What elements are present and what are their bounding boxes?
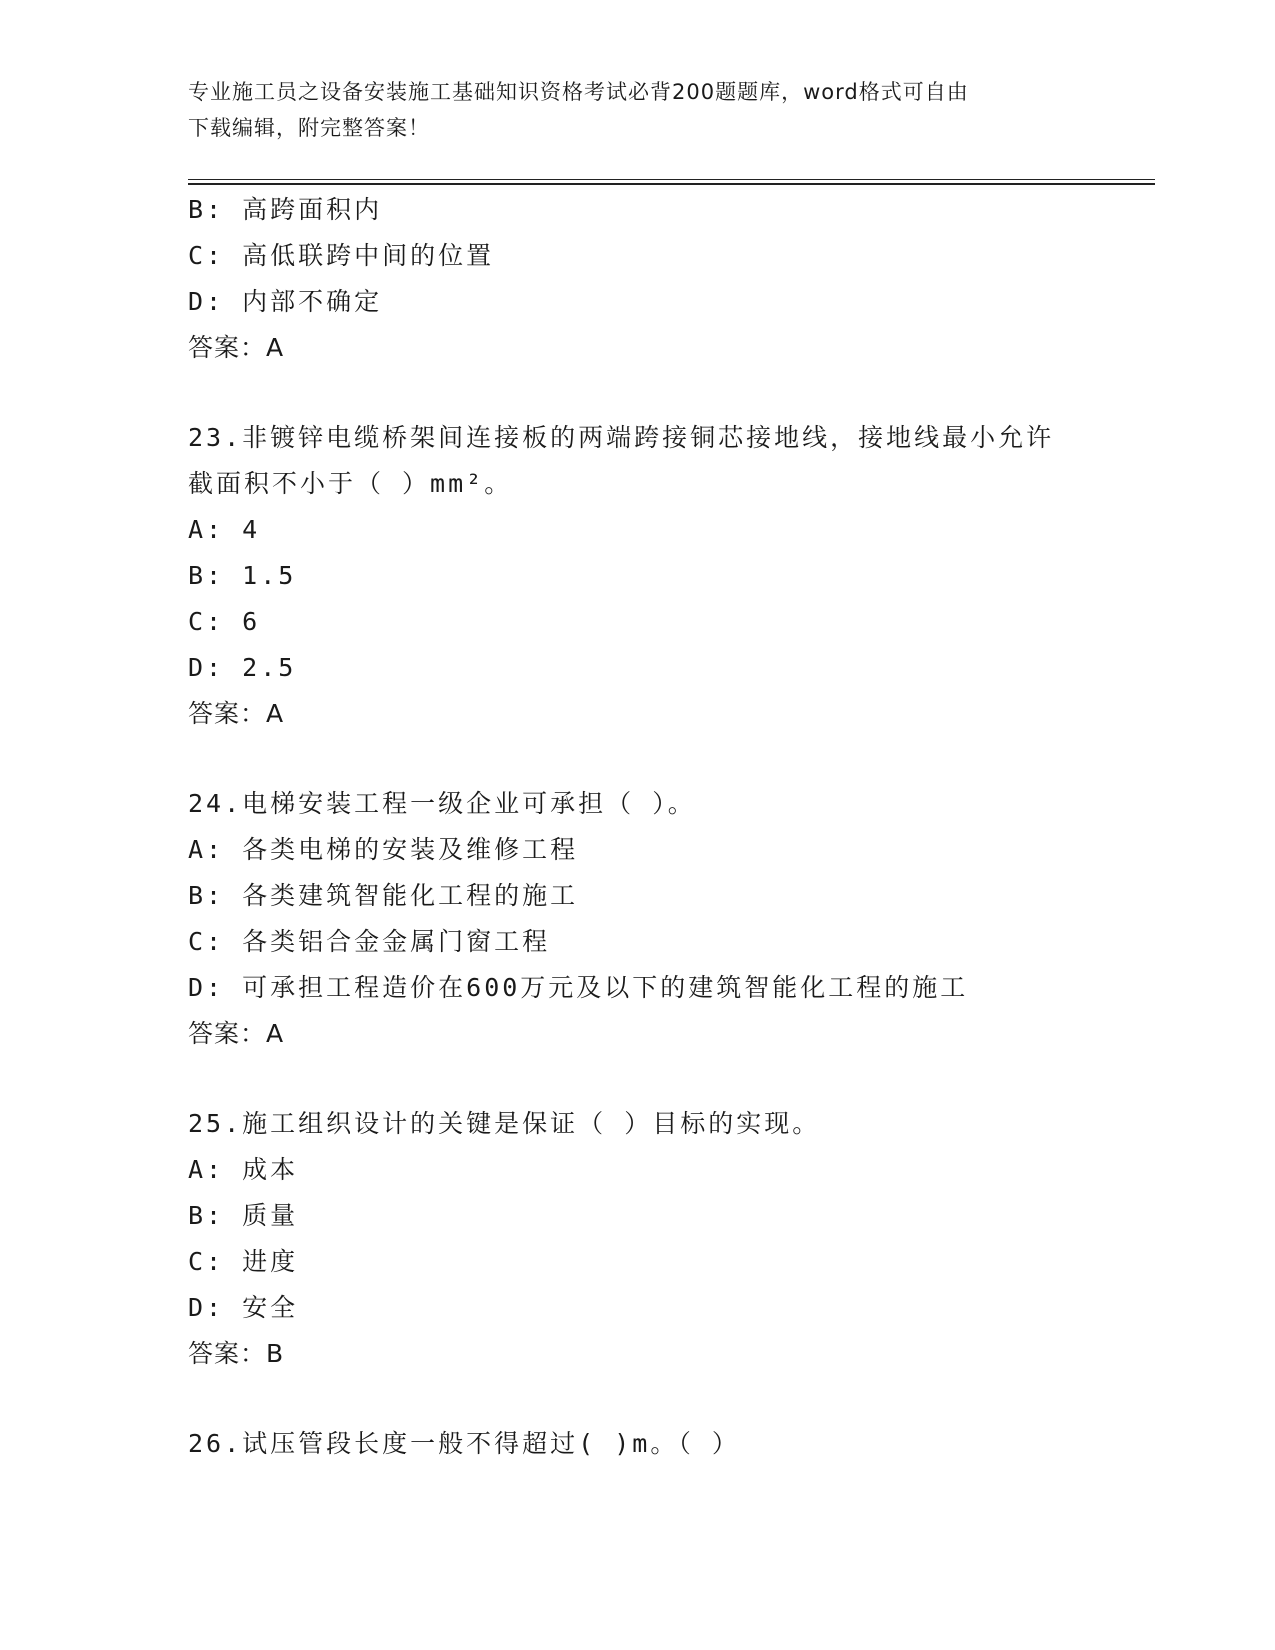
option-c: C: 进度 <box>188 1247 299 1276</box>
option-c: C: 高低联跨中间的位置 <box>188 241 495 270</box>
option-d: D: 可承担工程造价在600万元及以下的建筑智能化工程的施工 <box>188 973 969 1002</box>
question-stem-line: 26.试压管段长度一般不得超过( )m。（ ） <box>188 1429 740 1458</box>
question-stem-line: 25.施工组织设计的关键是保证（ ）目标的实现。 <box>188 1109 821 1138</box>
spacer <box>188 1377 1088 1421</box>
option-d: D: 2.5 <box>188 653 297 682</box>
header-line-1: 专业施工员之设备安装施工基础知识资格考试必背200题题库，word格式可自由 <box>188 80 969 104</box>
question-stem-line: 23.非镀锌电缆桥架间连接板的两端跨接铜芯接地线，接地线最小允许 <box>188 423 1055 452</box>
question-23 <box>188 415 1088 737</box>
spacer <box>188 1057 1088 1101</box>
spacer <box>188 737 1088 781</box>
option-b: B: 高跨面积内 <box>188 195 383 224</box>
question-25 <box>188 1101 1088 1377</box>
answer-line: 答案：A <box>188 333 285 362</box>
option-b: B: 质量 <box>188 1201 299 1230</box>
option-c: C: 各类铝合金金属门窗工程 <box>188 927 551 956</box>
header-divider-thin <box>188 179 1155 180</box>
answer-line: 答案：A <box>188 1019 285 1048</box>
option-b: B: 1.5 <box>188 561 297 590</box>
header-line-2: 下载编辑，附完整答案！ <box>188 116 430 140</box>
question-list <box>188 187 1088 1467</box>
answer-line: 答案：B <box>188 1339 285 1368</box>
option-d: D: 安全 <box>188 1293 299 1322</box>
answer-line: 答案：A <box>188 699 285 728</box>
option-c: C: 6 <box>188 607 261 636</box>
header-divider-thick <box>188 183 1155 185</box>
option-a: A: 成本 <box>188 1155 299 1184</box>
spacer <box>188 371 1088 415</box>
option-d: D: 内部不确定 <box>188 287 383 316</box>
question-24 <box>188 781 1088 1057</box>
carryover-question <box>188 187 1088 371</box>
document-header <box>188 74 1068 146</box>
question-stem-line: 截面积不小于（ ）mm²。 <box>188 469 513 498</box>
question-26 <box>188 1421 1088 1467</box>
option-a: A: 各类电梯的安装及维修工程 <box>188 835 579 864</box>
question-stem-line: 24.电梯安装工程一级企业可承担（ ）。 <box>188 789 696 818</box>
option-b: B: 各类建筑智能化工程的施工 <box>188 881 579 910</box>
option-a: A: 4 <box>188 515 261 544</box>
